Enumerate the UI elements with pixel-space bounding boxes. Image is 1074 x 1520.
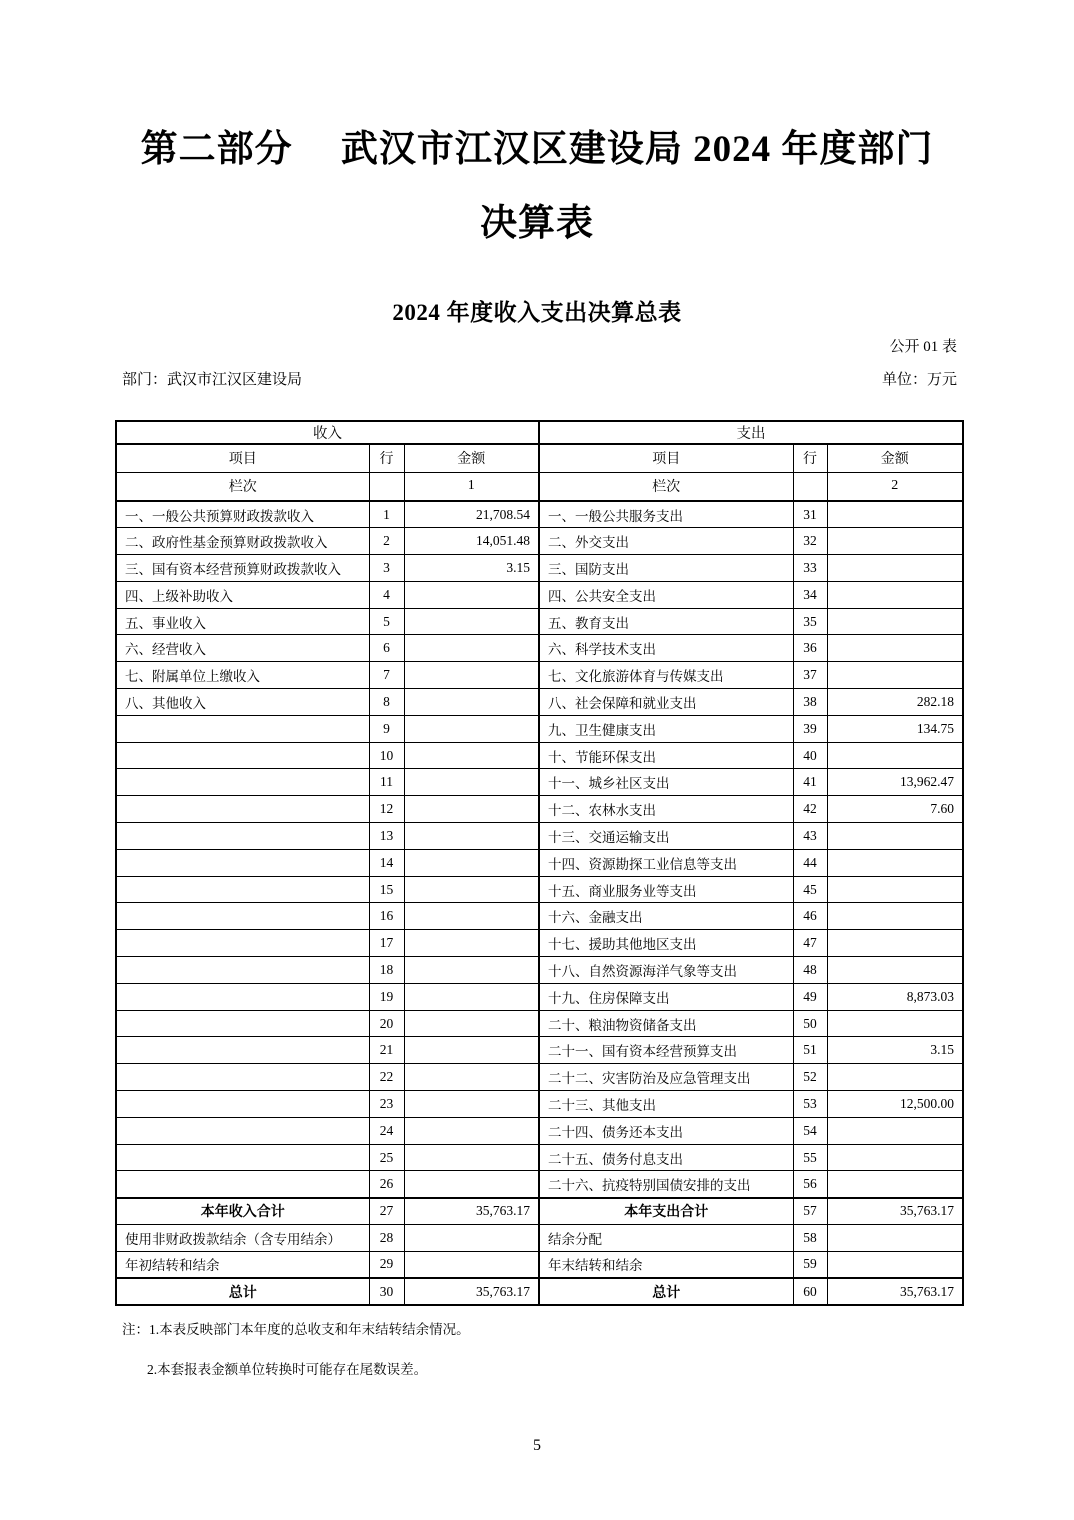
expense-item-cell: 一、一般公共服务支出 (539, 501, 793, 528)
income-item-header: 项目 (116, 444, 369, 472)
table-row (116, 1278, 963, 1305)
expense-rowno-cell: 33 (793, 555, 827, 582)
income-item-cell: 八、其他收入 (116, 689, 369, 716)
income-amount-cell (404, 876, 539, 903)
income-amount-cell: 35,763.17 (404, 1198, 539, 1225)
expense-item-cell: 二十五、债务付息支出 (539, 1144, 793, 1171)
expense-rowno-cell: 35 (793, 608, 827, 635)
income-item-cell: 年初结转和结余 (116, 1251, 369, 1278)
expense-rowno-cell: 41 (793, 769, 827, 796)
table-row (116, 581, 963, 608)
expense-rowno-cell: 53 (793, 1091, 827, 1118)
expense-rowno-cell: 44 (793, 849, 827, 876)
income-amount-cell (404, 903, 539, 930)
table-body (116, 421, 963, 1305)
expense-column-index: 2 (827, 472, 963, 501)
income-rowno-cell: 29 (369, 1251, 404, 1278)
expense-rowno-cell: 46 (793, 903, 827, 930)
income-item-cell: 一、一般公共预算财政拨款收入 (116, 501, 369, 528)
income-rowno-cell: 21 (369, 1037, 404, 1064)
income-amount-cell (404, 1144, 539, 1171)
expense-amount-cell (827, 1117, 963, 1144)
expense-amount-cell: 134.75 (827, 715, 963, 742)
expense-item-cell: 十七、援助其他地区支出 (539, 930, 793, 957)
income-item-cell (116, 903, 369, 930)
income-lanci-label: 栏次 (116, 472, 369, 501)
expense-item-cell: 十四、资源勘探工业信息等支出 (539, 849, 793, 876)
expense-amount-cell (827, 957, 963, 984)
expense-amount-cell (827, 1251, 963, 1278)
expense-item-cell: 六、科学技术支出 (539, 635, 793, 662)
expense-amount-cell (827, 742, 963, 769)
expense-item-cell: 本年支出合计 (539, 1198, 793, 1225)
income-section-header: 收入 (116, 421, 539, 444)
expense-section-header: 支出 (539, 421, 963, 444)
income-amount-cell (404, 662, 539, 689)
expense-item-cell: 总计 (539, 1278, 793, 1305)
table-row (116, 823, 963, 850)
expense-lanci-rowno-blank (793, 472, 827, 501)
expense-item-cell: 三、国防支出 (539, 555, 793, 582)
unit-label: 单位：万元 (881, 372, 957, 388)
expense-rowno-cell: 55 (793, 1144, 827, 1171)
expense-rowno-cell: 59 (793, 1251, 827, 1278)
table-row (116, 1091, 963, 1118)
table-row (116, 555, 963, 582)
expense-rowno-cell: 38 (793, 689, 827, 716)
expense-rowno-cell: 49 (793, 983, 827, 1010)
income-rowno-cell: 9 (369, 715, 404, 742)
expense-amount-cell (827, 662, 963, 689)
income-item-cell (116, 1010, 369, 1037)
expense-amount-cell (827, 1225, 963, 1252)
income-item-cell: 七、附属单位上缴收入 (116, 662, 369, 689)
expense-rowno-cell: 47 (793, 930, 827, 957)
expense-item-cell: 四、公共安全支出 (539, 581, 793, 608)
income-rowno-cell: 17 (369, 930, 404, 957)
table-row (116, 1144, 963, 1171)
income-item-cell: 总计 (116, 1278, 369, 1305)
expense-rowno-cell: 52 (793, 1064, 827, 1091)
expense-amount-cell (827, 876, 963, 903)
expense-item-cell: 十二、农林水支出 (539, 796, 793, 823)
public-table-label: 公开 01 表 (889, 339, 957, 355)
expense-rowno-cell: 34 (793, 581, 827, 608)
income-rowno-cell: 13 (369, 823, 404, 850)
income-amount-cell (404, 930, 539, 957)
expense-rowno-cell: 37 (793, 662, 827, 689)
expense-item-cell: 十九、住房保障支出 (539, 983, 793, 1010)
expense-rowno-cell: 43 (793, 823, 827, 850)
expense-item-cell: 十六、金融支出 (539, 903, 793, 930)
table-row (116, 930, 963, 957)
expense-amount-cell: 282.18 (827, 689, 963, 716)
income-rowno-cell: 16 (369, 903, 404, 930)
income-item-cell (116, 1037, 369, 1064)
table-row (116, 876, 963, 903)
income-rowno-cell: 11 (369, 769, 404, 796)
expense-amount-cell: 3.15 (827, 1037, 963, 1064)
income-amount-cell (404, 983, 539, 1010)
table-row (116, 715, 963, 742)
table-row (116, 608, 963, 635)
income-amount-cell: 3.15 (404, 555, 539, 582)
income-rowno-cell: 1 (369, 501, 404, 528)
income-item-cell (116, 742, 369, 769)
expense-amount-cell (827, 555, 963, 582)
income-rowno-cell: 14 (369, 849, 404, 876)
table-row (116, 1251, 963, 1278)
expense-amount-cell (827, 1010, 963, 1037)
table-row (116, 849, 963, 876)
income-rowno-cell: 5 (369, 608, 404, 635)
income-amount-cell (404, 581, 539, 608)
income-amount-cell (404, 635, 539, 662)
income-item-cell (116, 1064, 369, 1091)
expense-amount-cell (827, 501, 963, 528)
expense-rowno-cell: 58 (793, 1225, 827, 1252)
table-row (116, 796, 963, 823)
expense-item-cell: 二十、粮油物资储备支出 (539, 1010, 793, 1037)
income-item-cell (116, 1171, 369, 1198)
income-amount-cell (404, 742, 539, 769)
expense-rowno-header: 行 (793, 444, 827, 472)
table-row (116, 957, 963, 984)
income-rowno-cell: 2 (369, 528, 404, 555)
income-amount-header: 金额 (404, 444, 539, 472)
income-item-cell (116, 1117, 369, 1144)
expense-item-cell: 十三、交通运输支出 (539, 823, 793, 850)
table-row (116, 1064, 963, 1091)
expense-item-cell: 十八、自然资源海洋气象等支出 (539, 957, 793, 984)
expense-rowno-cell: 48 (793, 957, 827, 984)
income-amount-cell (404, 1117, 539, 1144)
expense-rowno-cell: 32 (793, 528, 827, 555)
expense-amount-cell (827, 823, 963, 850)
table-row (116, 635, 963, 662)
income-item-cell (116, 715, 369, 742)
expense-amount-cell: 35,763.17 (827, 1198, 963, 1225)
income-rowno-cell: 26 (369, 1171, 404, 1198)
income-rowno-cell: 25 (369, 1144, 404, 1171)
table-row (116, 769, 963, 796)
income-amount-cell (404, 1225, 539, 1252)
expense-amount-cell (827, 635, 963, 662)
document-title-line2: 决算表 (480, 203, 594, 244)
expense-amount-header: 金额 (827, 444, 963, 472)
income-item-cell: 三、国有资本经营预算财政拨款收入 (116, 555, 369, 582)
income-rowno-header: 行 (369, 444, 404, 472)
table-subtitle: 2024 年度收入支出决算总表 (392, 300, 682, 325)
income-item-cell: 使用非财政拨款结余（含专用结余） (116, 1225, 369, 1252)
expense-rowno-cell: 39 (793, 715, 827, 742)
page-number: 5 (533, 1437, 541, 1454)
column-header-row (116, 444, 963, 472)
income-item-cell (116, 849, 369, 876)
expense-item-cell: 二十六、抗疫特别国债安排的支出 (539, 1171, 793, 1198)
income-amount-cell (404, 769, 539, 796)
income-amount-cell (404, 823, 539, 850)
income-amount-cell (404, 1037, 539, 1064)
income-rowno-cell: 6 (369, 635, 404, 662)
income-amount-cell (404, 1064, 539, 1091)
expense-item-cell: 结余分配 (539, 1225, 793, 1252)
expense-item-cell: 二十四、债务还本支出 (539, 1117, 793, 1144)
income-amount-cell: 35,763.17 (404, 1278, 539, 1305)
income-item-cell (116, 769, 369, 796)
income-amount-cell (404, 849, 539, 876)
income-item-cell: 本年收入合计 (116, 1198, 369, 1225)
expense-lanci-label: 栏次 (539, 472, 793, 501)
expense-rowno-cell: 31 (793, 501, 827, 528)
income-rowno-cell: 10 (369, 742, 404, 769)
income-amount-cell (404, 1010, 539, 1037)
table-row (116, 662, 963, 689)
department-label: 部门：武汉市江汉区建设局 (122, 372, 303, 388)
table-row (116, 528, 963, 555)
income-rowno-cell: 12 (369, 796, 404, 823)
income-amount-cell (404, 1091, 539, 1118)
expense-item-cell: 二十三、其他支出 (539, 1091, 793, 1118)
income-rowno-cell: 19 (369, 983, 404, 1010)
income-amount-cell (404, 1171, 539, 1198)
table-row (116, 742, 963, 769)
table-note-2: 2.本套报表金额单位转换时可能存在尾数误差。 (147, 1362, 428, 1377)
income-item-cell: 二、政府性基金预算财政拨款收入 (116, 528, 369, 555)
table-note-1: 注：1.本表反映部门本年度的总收支和年末结转结余情况。 (122, 1322, 470, 1337)
income-lanci-rowno-blank (369, 472, 404, 501)
income-item-cell (116, 1091, 369, 1118)
income-item-cell (116, 876, 369, 903)
expense-rowno-cell: 36 (793, 635, 827, 662)
table-row (116, 1117, 963, 1144)
income-rowno-cell: 27 (369, 1198, 404, 1225)
section-header-row (116, 421, 963, 444)
income-rowno-cell: 8 (369, 689, 404, 716)
income-rowno-cell: 24 (369, 1117, 404, 1144)
expense-rowno-cell: 57 (793, 1198, 827, 1225)
expense-amount-cell (827, 581, 963, 608)
expense-item-cell: 五、教育支出 (539, 608, 793, 635)
final-accounts-table (115, 420, 964, 1306)
income-column-index: 1 (404, 472, 539, 501)
income-rowno-cell: 15 (369, 876, 404, 903)
expense-rowno-cell: 45 (793, 876, 827, 903)
income-item-cell (116, 930, 369, 957)
income-item-cell (116, 957, 369, 984)
income-amount-cell (404, 608, 539, 635)
expense-item-cell: 七、文化旅游体育与传媒支出 (539, 662, 793, 689)
expense-item-cell: 十、节能环保支出 (539, 742, 793, 769)
income-item-cell (116, 1144, 369, 1171)
table-row (116, 1198, 963, 1225)
expense-item-cell: 十五、商业服务业等支出 (539, 876, 793, 903)
expense-item-cell: 二、外交支出 (539, 528, 793, 555)
income-item-cell (116, 823, 369, 850)
income-amount-cell: 14,051.48 (404, 528, 539, 555)
expense-item-header: 项目 (539, 444, 793, 472)
income-rowno-cell: 20 (369, 1010, 404, 1037)
table-row (116, 1037, 963, 1064)
expense-amount-cell (827, 849, 963, 876)
expense-rowno-cell: 54 (793, 1117, 827, 1144)
table-row (116, 983, 963, 1010)
expense-amount-cell (827, 1064, 963, 1091)
income-rowno-cell: 18 (369, 957, 404, 984)
expense-rowno-cell: 42 (793, 796, 827, 823)
income-amount-cell (404, 1251, 539, 1278)
income-item-cell: 六、经营收入 (116, 635, 369, 662)
income-item-cell: 四、上级补助收入 (116, 581, 369, 608)
table-row (116, 1010, 963, 1037)
expense-rowno-cell: 40 (793, 742, 827, 769)
expense-item-cell: 八、社会保障和就业支出 (539, 689, 793, 716)
expense-item-cell: 十一、城乡社区支出 (539, 769, 793, 796)
table-row (116, 501, 963, 528)
expense-amount-cell: 13,962.47 (827, 769, 963, 796)
expense-item-cell: 二十一、国有资本经营预算支出 (539, 1037, 793, 1064)
income-rowno-cell: 3 (369, 555, 404, 582)
income-item-cell: 五、事业收入 (116, 608, 369, 635)
expense-amount-cell (827, 903, 963, 930)
expense-rowno-cell: 56 (793, 1171, 827, 1198)
income-rowno-cell: 23 (369, 1091, 404, 1118)
document-title-line1: 第二部分 武汉市江汉区建设局 2024 年度部门 (140, 129, 934, 170)
expense-rowno-cell: 60 (793, 1278, 827, 1305)
income-amount-cell (404, 957, 539, 984)
income-amount-cell (404, 796, 539, 823)
lanci-header-row (116, 472, 963, 501)
income-amount-cell (404, 715, 539, 742)
income-rowno-cell: 22 (369, 1064, 404, 1091)
income-item-cell (116, 983, 369, 1010)
expense-amount-cell: 7.60 (827, 796, 963, 823)
expense-amount-cell (827, 528, 963, 555)
expense-rowno-cell: 51 (793, 1037, 827, 1064)
income-rowno-cell: 28 (369, 1225, 404, 1252)
income-amount-cell (404, 689, 539, 716)
expense-rowno-cell: 50 (793, 1010, 827, 1037)
expense-amount-cell (827, 1171, 963, 1198)
income-rowno-cell: 4 (369, 581, 404, 608)
income-rowno-cell: 7 (369, 662, 404, 689)
expense-amount-cell (827, 930, 963, 957)
table-row (116, 689, 963, 716)
expense-item-cell: 二十二、灾害防治及应急管理支出 (539, 1064, 793, 1091)
expense-amount-cell: 35,763.17 (827, 1278, 963, 1305)
expense-amount-cell (827, 608, 963, 635)
income-rowno-cell: 30 (369, 1278, 404, 1305)
expense-amount-cell: 8,873.03 (827, 983, 963, 1010)
table-row (116, 903, 963, 930)
table-row (116, 1171, 963, 1198)
expense-amount-cell (827, 1144, 963, 1171)
expense-item-cell: 九、卫生健康支出 (539, 715, 793, 742)
expense-amount-cell: 12,500.00 (827, 1091, 963, 1118)
expense-item-cell: 年末结转和结余 (539, 1251, 793, 1278)
income-amount-cell: 21,708.54 (404, 501, 539, 528)
table-row (116, 1225, 963, 1252)
income-item-cell (116, 796, 369, 823)
